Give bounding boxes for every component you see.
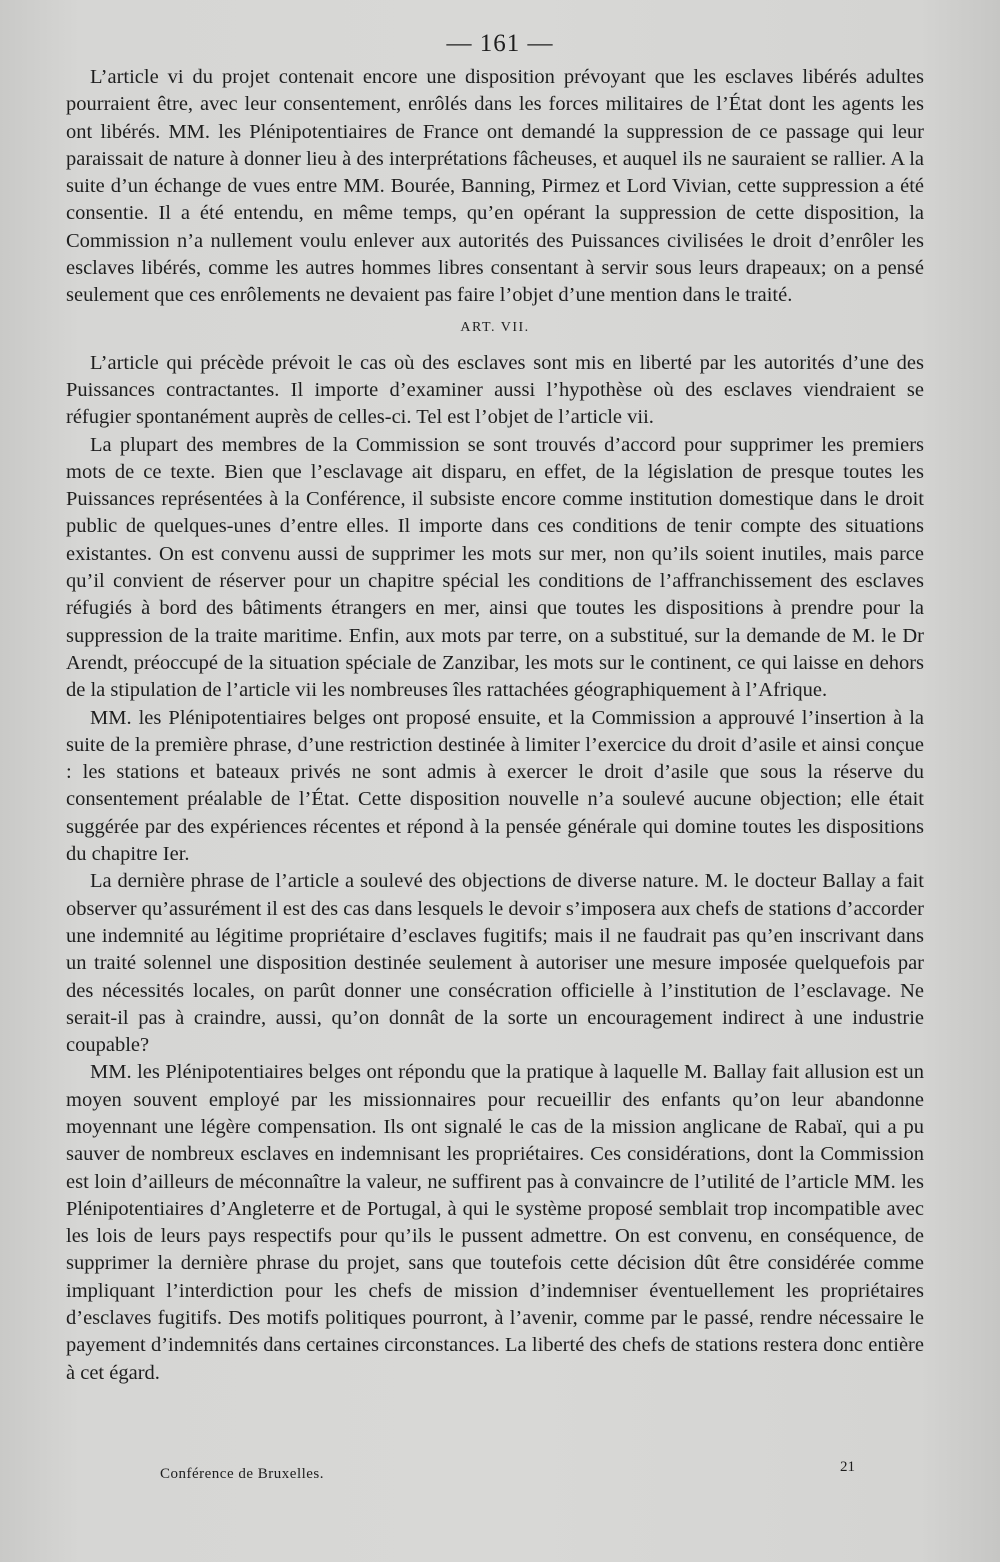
- paragraph: MM. les Plénipotentiaires belges ont proposé ensuite, et la Commission a approuvé l’insertion à la suite de la première phrase, d’une restriction destinée à limiter l’exercice du droit d’asile et ainsi conçue : les stations et bateaux privés ne sont admis à exercer le droit d’asile que sous la réserve du consentement préalable de l’État. Cette disposition nouvelle n’a soulevé aucune objection; elle était suggérée par des expériences récentes et répond à la pensée générale qui domine toutes les dispositions du chapitre Ier.: [66, 706, 924, 866]
- footer-title: Conférence de Bruxelles.: [160, 1466, 325, 1482]
- paragraph: La plupart des membres de la Commission se sont trouvés d’accord pour supprimer les premiers mots de ce texte. Bien que l’esclavage ait disparu, en effet, de la législation de presque toutes les Puissances représentées à la Conférence, il subsiste encore comme institution domestique dans le droit public de quelques-unes d’entre elles. Il importe dans ces conditions de tenir compte des situations existantes. On est convenu aussi de supprimer les mots sur mer, non qu’ils soient inutiles, mais parce qu’il convient de réserver pour un chapitre spécial les conditions de l’affranchissement des esclaves réfugiés à bord des bâtiments étrangers en mer, ainsi que toutes les dispositions à prendre pour la suppression de la traite maritime. Enfin, aux mots par terre, on a substitué, sur la demande de M. le Dr Arendt, préoccupé de la situation spéciale de Zanzibar, les mots sur le continent, ce qui laisse en dehors de la stipulation de l’article vii les nombreuses îles rattachées géographiquement à l’Afrique.: [66, 433, 924, 702]
- paragraph: L’article qui précède prévoit le cas où des esclaves sont mis en liberté par les autorités d’une des Puissances contractantes. Il importe d’examiner aussi l’hypothèse où des esclaves viendraient se réfugier spontanément auprès de celles-ci. Tel est l’objet de l’article vii.: [66, 351, 924, 429]
- text-body: [66, 64, 924, 1387]
- paragraph: L’article vi du projet contenait encore une disposition prévoyant que les esclaves libérés adultes pourraient être, avec leur consentement, enrôlés dans les forces militaires de l’État dont les agents les ont libérés. MM. les Plénipotentiaires de France ont demandé la suppression de ce passage qui leur paraissait de nature à donner lieu à des interprétations fâcheuses, et auquel ils ne sauraient se rallier. A la suite d’un échange de vues entre MM. Bourée, Banning, Pirmez et Lord Vivian, cette suppression a été consentie. Il a été entendu, en même temps, qu’en opérant la suppression de cette disposition, la Commission n’a nullement voulu enlever aux autorités des Puissances civilisées le droit d’enrôler les esclaves libérés, comme les autres hommes libres consentant à servir sous leurs drapeaux; on a pensé seulement que ces enrôlements ne devaient pas faire l’objet d’une mention dans le traité.: [66, 66, 924, 307]
- article-heading: ART. VII.: [460, 319, 530, 335]
- signature-mark: 21: [840, 1459, 855, 1475]
- page-number: — 161 —: [446, 30, 554, 57]
- paragraph: La dernière phrase de l’article a soulevé des objections de diverse nature. M. le docteur Ballay a fait observer qu’assurément il est des cas dans lesquels le devoir s’imposera aux chefs de stations d’accorder une indemnité au légitime propriétaire d’esclaves fugitifs; mais il ne faudrait pas qu’en inscrivant dans un traité solennel une disposition destinée seulement à autoriser une mesure imposée quelquefois par des nécessités locales, on parût donner une consécration officielle à l’institution de l’esclavage. Ne serait-il pas à craindre, aussi, qu’on donnât de la sorte un encouragement indirect à une industrie coupable?: [66, 870, 924, 1057]
- paragraph: MM. les Plénipotentiaires belges ont répondu que la pratique à laquelle M. Ballay fait allusion est un moyen souvent employé par les missionnaires pour recueillir des enfants qu’on leur abandonne moyennant une légère compensation. Ils ont signalé le cas de la mission anglicane de Rabaï, qui a pu sauver de nombreux esclaves en indemnisant les propriétaires. Ces considérations, dont la Commission est loin d’ailleurs de méconnaître la valeur, ne suffirent pas à convaincre de l’utilité de l’article MM. les Plénipotentiaires d’Angleterre et de Portugal, à qui le système proposé semblait trop incompatible avec les lois de leurs pays respectifs pour qu’ils le pussent admettre. On est convenu, en conséquence, de supprimer la dernière phrase du projet, sans que toutefois cette décision dût être considérée comme impliquant l’interdiction pour les chefs de mission d’indemniser éventuellement les propriétaires d’esclaves fugitifs. Des motifs politiques pourront, à l’avenir, comme par le passé, rendre nécessaire le payement d’indemnités dans certaines circonstances. La liberté des chefs de stations restera donc entière à cet égard.: [66, 1061, 924, 1384]
